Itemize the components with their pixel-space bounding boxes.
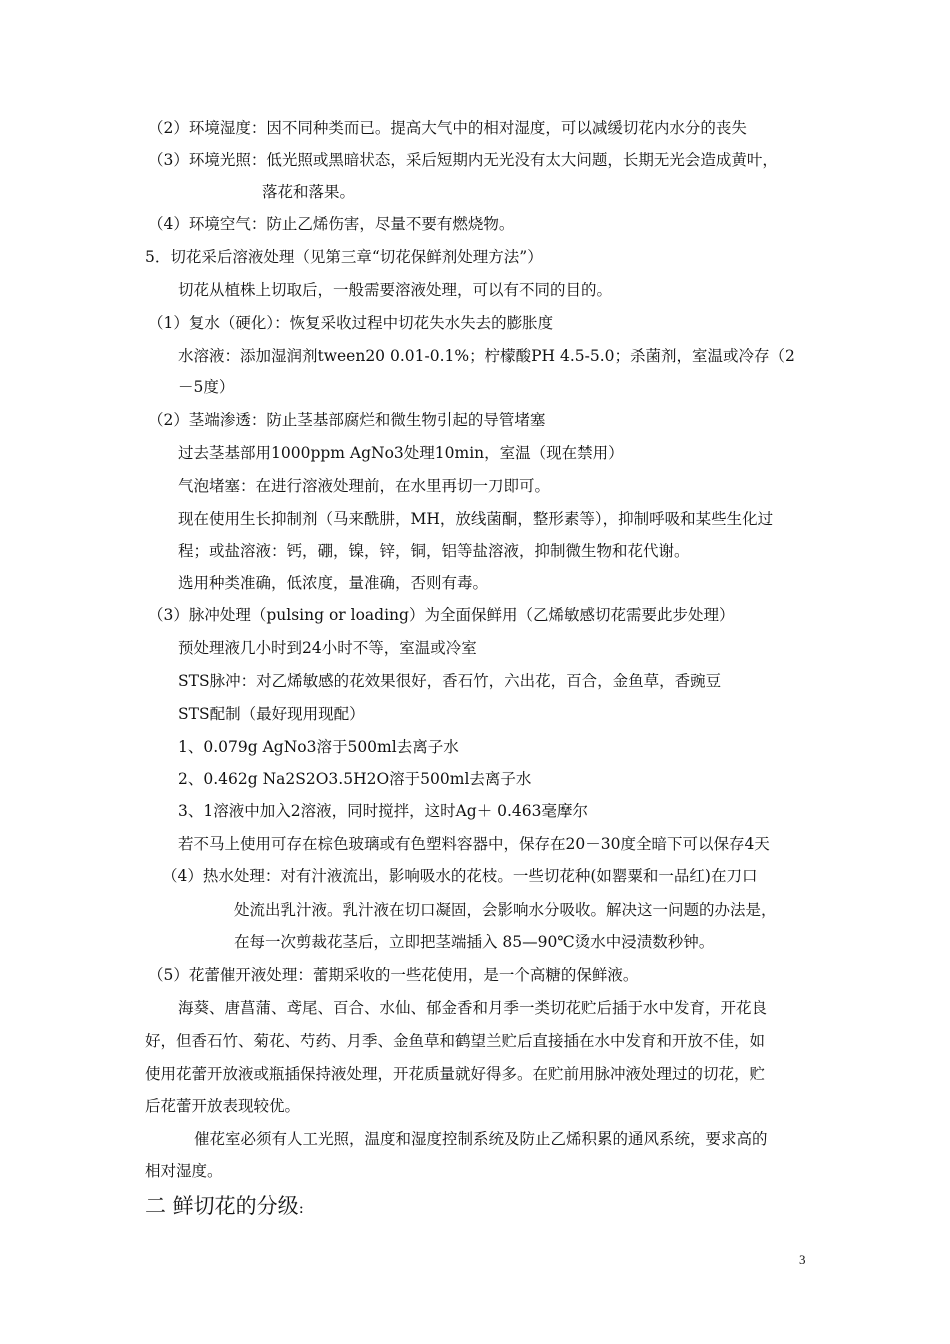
text-line: 气泡堵塞：在进行溶液处理前，在水里再切一刀即可。 — [178, 477, 551, 495]
text-line: 水溶液：添加湿润剂tween20 0.01-0.1%；柠檬酸PH 4.5-5.0；杀菌剂，室温或冷存（2 — [178, 347, 795, 365]
text-line: 处流出乳汁液。乳汁液在切口凝固，会影响水分吸收。解决这一问题的办法是， — [234, 901, 777, 919]
text-line: 在每一次剪裁花茎后，立即把茎端插入 85—90℃烫水中浸渍数秒钟。 — [234, 933, 715, 951]
text-line: STS脉冲：对乙烯敏感的花效果很好，香石竹，六出花，百合，金鱼草，香豌豆 — [178, 672, 722, 690]
text-line: 若不马上使用可存在棕色玻璃或有色塑料容器中，保存在20－30度全暗下可以保存4天 — [178, 835, 770, 853]
text-line: 后花蕾开放表现较优。 — [145, 1097, 301, 1115]
text-line: 切花从植株上切取后，一般需要溶液处理，可以有不同的目的。 — [178, 281, 613, 299]
text-line: －5度） — [178, 378, 235, 396]
section-heading-colon: : — [298, 1199, 304, 1217]
text-line: 使用花蕾开放液或瓶插保持液处理，开花质量就好得多。在贮前用脉冲液处理过的切花，贮 — [145, 1065, 766, 1083]
text-line: （4）热水处理：对有汁液流出，影响吸水的花枝。一些切花种(如罂粟和一品红)在刀口 — [162, 867, 758, 885]
section-heading-text: 二 鲜切花的分级 — [145, 1194, 299, 1218]
text-line: 现在使用生长抑制剂（马来酰肼，MH，放线菌酮，整形素等），抑制呼吸和某些生化过 — [178, 510, 774, 528]
text-line: （2）环境湿度：因不同种类而已。提高大气中的相对湿度，可以减缓切花内水分的丧失 — [148, 119, 747, 137]
text-line: 2、0.462g Na2S2O3.5H2O溶于500ml去离子水 — [178, 770, 532, 788]
text-line: 催花室必须有人工光照，温度和湿度控制系统及防止乙烯积累的通风系统，要求高的 — [194, 1130, 768, 1148]
text-line: 过去茎基部用1000ppm AgNo3处理10min，室温（现在禁用） — [178, 444, 624, 462]
text-line: 落花和落果。 — [262, 183, 356, 201]
text-line: 1、0.079g AgNo3溶于500ml去离子水 — [178, 738, 459, 756]
text-line: 预处理液几小时到24小时不等，室温或冷室 — [178, 639, 477, 657]
page-number: 3 — [799, 1252, 806, 1267]
text-line: （3）环境光照：低光照或黑暗状态，采后短期内无光没有太大问题，长期无光会造成黄叶， — [148, 151, 778, 169]
text-line: 程；或盐溶液：钙，硼，镍，锌，铜，铝等盐溶液，抑制微生物和花代谢。 — [178, 542, 690, 560]
text-line: 好，但香石竹、菊花、芍药、月季、金鱼草和鹤望兰贮后直接插在水中发育和开放不佳，如 — [145, 1032, 766, 1050]
text-line: 选用种类准确，低浓度，量准确，否则有毒。 — [178, 574, 489, 592]
text-line: 3、1溶液中加入2溶液，同时搅拌，这时Ag＋ 0.463毫摩尔 — [178, 802, 589, 820]
text-line: 海葵、唐菖蒲、鸢尾、百合、水仙、郁金香和月季一类切花贮后插于水中发育，开花良 — [178, 999, 768, 1017]
text-line: （2）茎端渗透：防止茎基部腐烂和微生物引起的导管堵塞 — [148, 411, 546, 429]
text-line: （4）环境空气：防止乙烯伤害，尽量不要有燃烧物。 — [148, 215, 515, 233]
text-line: 5．切花采后溶液处理（见第三章“切花保鲜剂处理方法”） — [145, 248, 543, 266]
text-line: （3）脉冲处理（pulsing or loading）为全面保鲜用（乙烯敏感切花需要此步处理） — [148, 606, 735, 624]
text-line: （5）花蕾催开液处理：蕾期采收的一些花使用，是一个高糖的保鲜液。 — [148, 966, 639, 984]
text-line: STS配制（最好现用现配） — [178, 705, 365, 723]
text-line: 相对湿度。 — [145, 1162, 223, 1180]
section-heading — [145, 1193, 304, 1221]
text-line: （1）复水（硬化）：恢复采收过程中切花失水失去的膨胀度 — [148, 314, 554, 332]
